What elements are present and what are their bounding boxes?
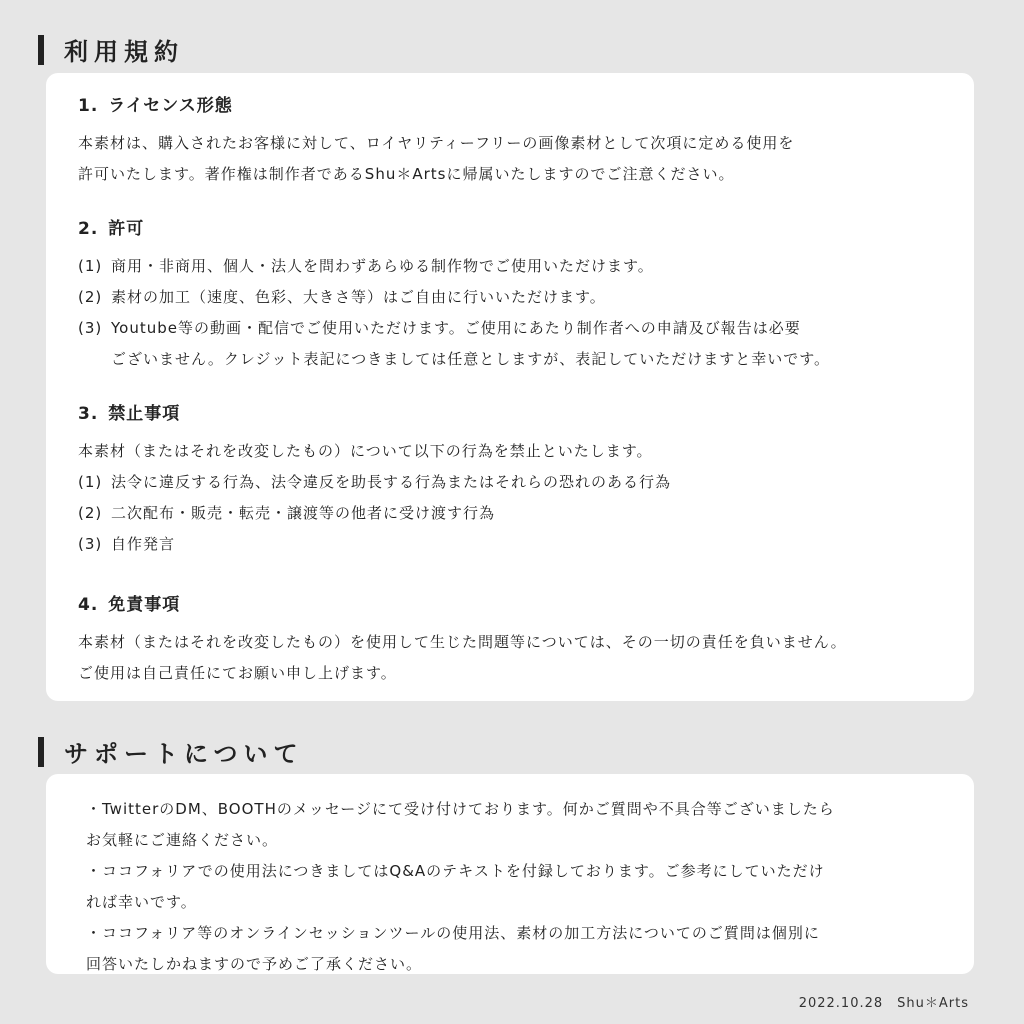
list-item: (1) 商用・非商用、個人・法人を問わずあらゆる制作物でご使用いただけます。 xyxy=(78,257,654,275)
section-heading: 4. 免責事項 xyxy=(78,595,181,615)
support-line: ・TwitterのDM、BOOTHのメッセージにて受け付けております。何かご質問や不具合等ございましたら xyxy=(86,800,835,818)
support-line: 回答いたしかねますので予めご了承ください。 xyxy=(86,955,423,973)
paragraph-line: 本素材（またはそれを改変したもの）について以下の行為を禁止といたします。 xyxy=(78,442,653,460)
section-license xyxy=(78,91,942,190)
paragraph-line: 本素材（またはそれを改変したもの）を使用して生じた問題等については、その一切の責任を負いません。 xyxy=(78,633,847,651)
title-bar xyxy=(38,737,44,767)
section-permission xyxy=(78,214,942,375)
support-title xyxy=(38,734,304,769)
paragraph-line: 許可いたします。著作権は制作者であるShu＊Artsに帰属いたしますのでご注意ください。 xyxy=(78,165,735,183)
section-heading: 2. 許可 xyxy=(78,219,145,239)
terms-card xyxy=(46,73,974,701)
list-item: (3) Youtube等の動画・配信でご使用いただけます。ご使用にあたり制作者への申請及び報告は必要 xyxy=(78,319,801,337)
section-prohibited xyxy=(78,399,942,560)
support-card xyxy=(46,774,974,974)
terms-title xyxy=(38,32,184,67)
terms-title-text: 利用規約 xyxy=(64,38,184,66)
paragraph-line: 本素材は、購入されたお客様に対して、ロイヤリティーフリーの画像素材として次項に定める使用を xyxy=(78,134,795,152)
footer-date: 2022.10.28 xyxy=(798,996,884,1011)
section-disclaimer xyxy=(78,590,942,689)
footer-author: Shu＊Arts xyxy=(897,996,969,1011)
list-item: (2) 二次配布・販売・転売・譲渡等の他者に受け渡す行為 xyxy=(78,504,496,522)
list-item: (2) 素材の加工（速度、色彩、大きさ等）はご自由に行いいただけます。 xyxy=(78,288,606,306)
support-line: れば幸いです。 xyxy=(86,893,197,911)
paragraph-line: ご使用は自己責任にてお願い申し上げます。 xyxy=(78,664,397,682)
section-heading: 3. 禁止事項 xyxy=(78,404,181,424)
list-item: (1) 法令に違反する行為、法令違反を助長する行為またはそれらの恐れのある行為 xyxy=(78,473,672,491)
section-heading: 1. ライセンス形態 xyxy=(78,96,233,116)
footer xyxy=(799,992,969,1011)
support-title-text: サポートについて xyxy=(64,740,304,768)
list-item: (3) 自作発言 xyxy=(78,535,176,553)
support-line: ・ココフォリアでの使用法につきましてはQ&Aのテキストを付録しております。ご参考にしていただけ xyxy=(86,862,825,880)
title-bar xyxy=(38,35,44,65)
list-item-continuation: ございません。クレジット表記につきましては任意としますが、表記していただけますと幸いです。 xyxy=(111,350,831,368)
support-line: お気軽にご連絡ください。 xyxy=(86,831,279,849)
support-line: ・ココフォリア等のオンラインセッションツールの使用法、素材の加工方法についてのご質問は個別に xyxy=(86,924,820,942)
